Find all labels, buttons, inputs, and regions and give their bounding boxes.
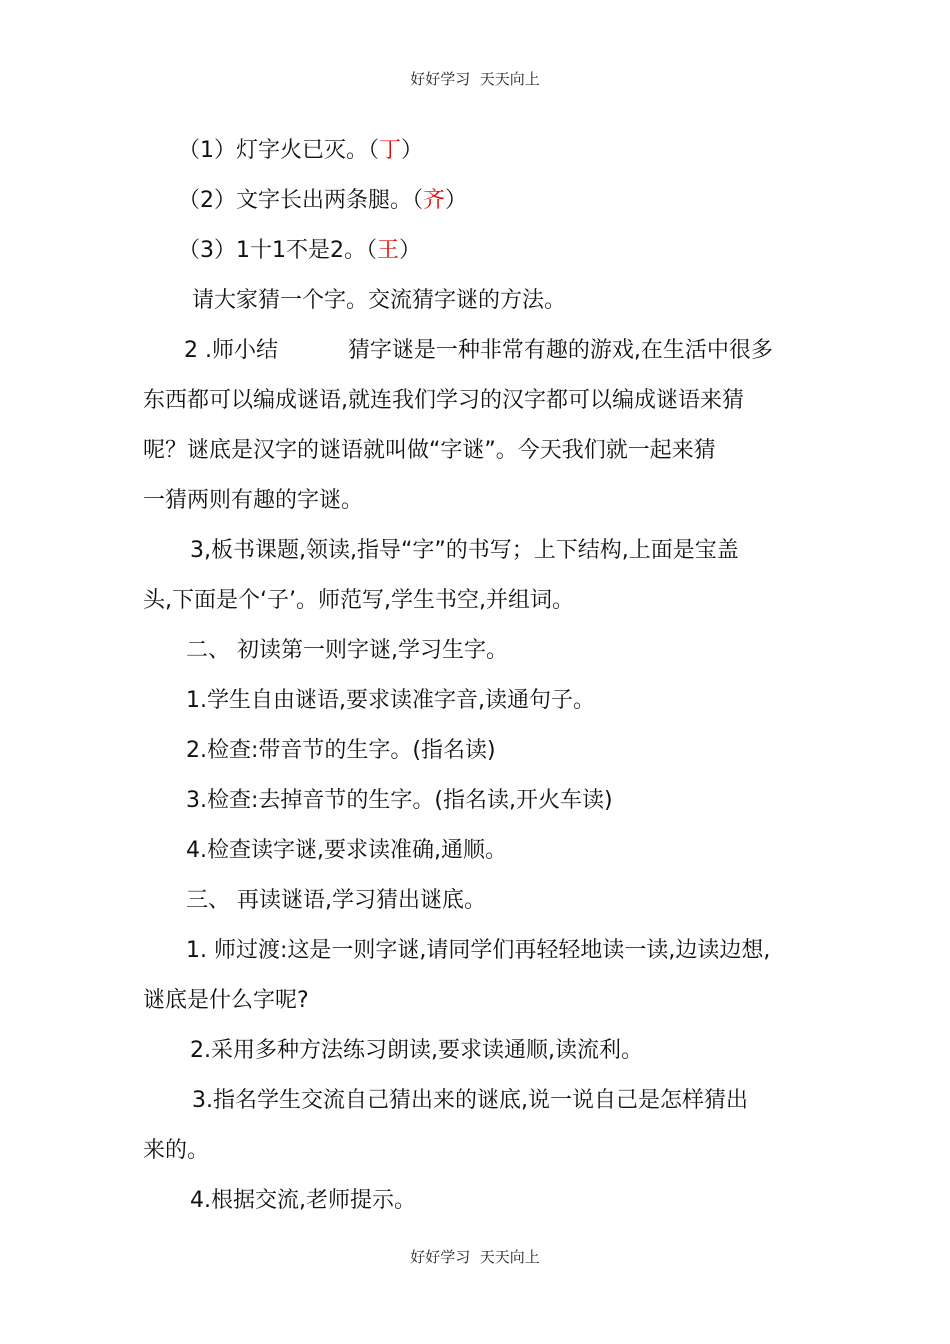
paragraph-line: 谜底是什么字呢?	[143, 988, 309, 1013]
paragraph-line: 请大家猜一个字。交流猜字谜的方法。	[192, 288, 567, 313]
riddle-answer: 丁	[379, 138, 402, 163]
riddle-close: ）	[399, 238, 422, 263]
page-header: 好好学习 天天向上	[410, 70, 540, 88]
riddle-text: （2）文字长出两条腿。（	[178, 188, 423, 213]
paragraph-line: 东西都可以编成谜语,就连我们学习的汉字都可以编成谜语来猜	[143, 388, 744, 413]
paragraph-line: 3.指名学生交流自己猜出来的谜底,说一说自己是怎样猜出	[192, 1088, 748, 1113]
section-heading: 二、 初读第一则字谜,学习生字。	[186, 638, 508, 663]
paragraph-line: 4.根据交流,老师提示。	[190, 1188, 416, 1213]
riddle-close: ）	[445, 188, 468, 213]
riddle-answer: 齐	[423, 188, 446, 213]
riddle-line	[178, 136, 423, 166]
paragraph-line: 3,板书课题,领读,指导“字”的书写；上下结构,上面是宝盖	[190, 538, 739, 563]
riddle-close: ）	[401, 138, 424, 163]
paragraph-line: 1. 师过渡:这是一则字谜,请同学们再轻轻地读一读,边读边想,	[186, 938, 771, 963]
riddle-text: （1）灯字火已灭。（	[178, 138, 379, 163]
riddle-line	[178, 236, 421, 266]
paragraph-line: 4.检查读字谜,要求读准确,通顺。	[186, 838, 507, 863]
riddle-line	[178, 186, 467, 216]
riddle-answer: 王	[377, 238, 400, 263]
paragraph-line: 2.采用多种方法练习朗读,要求读通顺,读流利。	[190, 1038, 643, 1063]
paragraph-line: 呢？谜底是汉字的谜语就叫做“字谜”。今天我们就一起来猜	[143, 438, 716, 463]
paragraph-line: 头,下面是个‘子’。师范写,学生书空,并组词。	[143, 588, 574, 613]
paragraph-line: 一猜两则有趣的字谜。	[143, 488, 364, 513]
page-footer: 好好学习 天天向上	[410, 1248, 540, 1266]
paragraph-line: 1.学生自由谜语,要求读准字音,读通句子。	[186, 688, 595, 713]
paragraph-line: 来的。	[143, 1138, 210, 1163]
paragraph-line: 2.检查:带音节的生字。(指名读)	[186, 738, 496, 763]
paragraph-line: 2 .师小结 猜字谜是一种非常有趣的游戏,在生活中很多	[184, 338, 773, 363]
riddle-text: （3）1十1不是2。（	[178, 238, 377, 263]
paragraph-line: 3.检查:去掉音节的生字。(指名读,开火车读)	[186, 788, 613, 813]
section-heading: 三、 再读谜语,学习猜出谜底。	[186, 888, 486, 913]
